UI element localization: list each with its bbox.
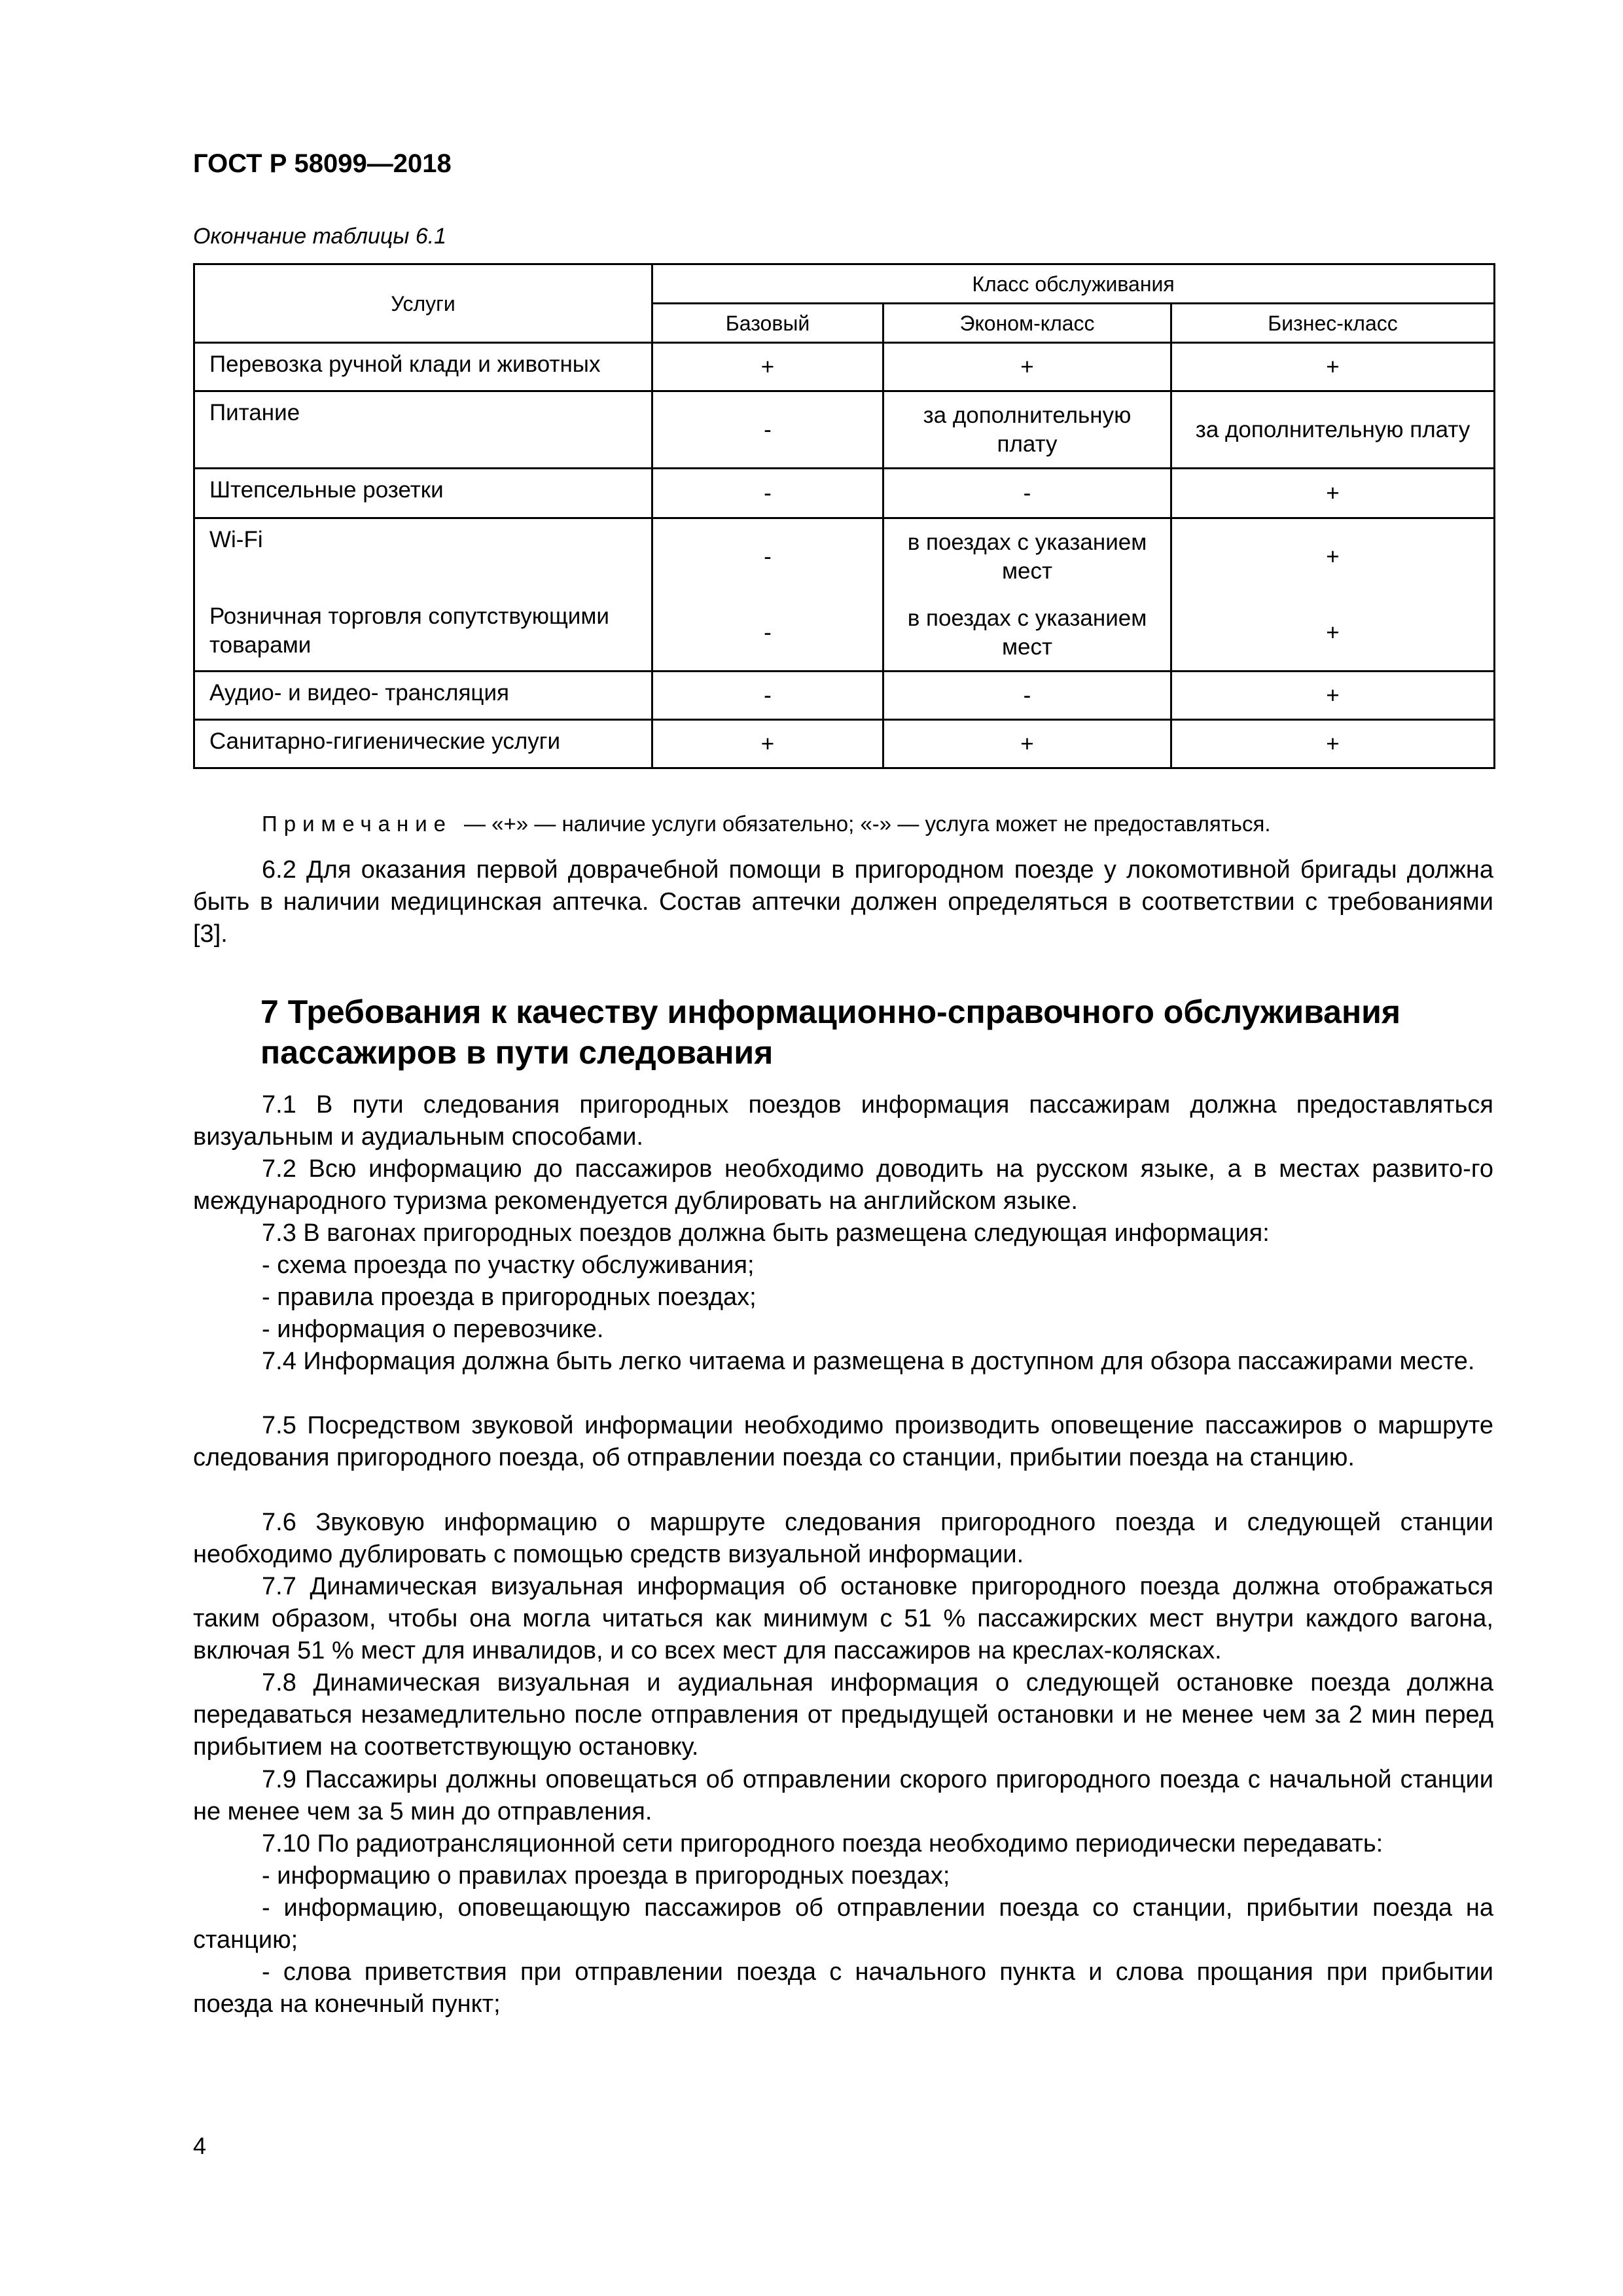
service-name: Штепсельные розетки — [194, 469, 652, 518]
table-note — [262, 812, 1271, 836]
value-economy: + — [883, 343, 1171, 391]
service-name: Санитарно-гигиенические услуги — [194, 720, 652, 768]
list-item: - информация о перевозчике. — [262, 1316, 604, 1343]
value-economy: за дополнительную плату — [883, 391, 1171, 469]
table-row — [194, 672, 1495, 720]
list-item: - правила проезда в пригородных поездах; — [262, 1283, 757, 1311]
table-row — [194, 518, 1495, 596]
table-row — [194, 391, 1495, 469]
header-services: Услуги — [194, 264, 652, 343]
service-name: Wi-Fi — [194, 518, 652, 596]
service-name: Перевозка ручной клади и животных — [194, 343, 652, 391]
value-basic: - — [652, 672, 883, 720]
service-name: Питание — [194, 391, 652, 469]
value-basic: - — [652, 596, 883, 672]
paragraph-7-6: 7.6 Звуковую информацию о маршруте следования пригородного поезда и следующей станции необходимо дублировать с помощью средств визуальной информации. — [193, 1509, 1493, 1568]
services-table — [193, 263, 1495, 769]
value-business: + — [1171, 469, 1495, 518]
paragraph-7-2: 7.2 Всю информацию до пассажиров необходимо доводить на русском языке, а в местах развито-го международного туризма рекомендуется дублировать на английском языке. — [193, 1155, 1493, 1215]
list-item: - слова приветствия при отправлении поезда с начального пункта и слова прощания при прибытии поезда на конечный пункт; — [193, 1958, 1493, 2018]
service-name: Розничная торговля сопутствующими товарами — [194, 596, 652, 672]
value-basic: - — [652, 518, 883, 596]
value-business: + — [1171, 518, 1495, 596]
service-name: Аудио- и видео- трансляция — [194, 672, 652, 720]
value-basic: - — [652, 391, 883, 469]
value-economy: - — [883, 672, 1171, 720]
value-economy: в поездах с указанием мест — [883, 518, 1171, 596]
value-economy: - — [883, 469, 1171, 518]
section-7-title: 7 Требования к качеству информационно-справочного обслуживания пассажиров в пути следования — [260, 994, 1401, 1071]
paragraph-7-8: 7.8 Динамическая визуальная и аудиальная информация о следующей остановке поезда должна передаваться незамедлительно после отправления от предыдущей остановки и не менее чем за 2 мин перед прибытием на соответствующую остановку. — [193, 1669, 1493, 1761]
document-id: ГОСТ Р 58099—2018 — [193, 149, 452, 178]
paragraph-7-9: 7.9 Пассажиры должны оповещаться об отправлении скорого пригородного поезда с начальной станции не менее чем за 5 мин до отправления. — [193, 1766, 1493, 1825]
header-class-economy: Эконом-класс — [883, 304, 1171, 343]
table-row — [194, 469, 1495, 518]
value-basic: + — [652, 720, 883, 768]
value-basic: - — [652, 469, 883, 518]
value-business: + — [1171, 343, 1495, 391]
value-business: + — [1171, 720, 1495, 768]
page-number: 4 — [193, 2132, 207, 2159]
note-text: — «+» — наличие услуги обязательно; «-» — услуга может не предоставляться. — [464, 812, 1271, 836]
note-label: Примечание — [262, 812, 453, 836]
header-class-basic: Базовый — [652, 304, 883, 343]
list-item: - информацию, оповещающую пассажиров об отправлении поезда со станции, прибытии поезда на станцию; — [193, 1894, 1493, 1954]
table-row — [194, 720, 1495, 768]
paragraph-7-1: 7.1 В пути следования пригородных поездов информация пассажирам должна предоставляться визуальным и аудиальным способами. — [193, 1091, 1493, 1151]
header-class-business: Бизнес-класс — [1171, 304, 1495, 343]
paragraph-7-10: 7.10 По радиотрансляционной сети пригородного поезда необходимо периодически передавать: — [262, 1830, 1383, 1857]
paragraph-7-3: 7.3 В вагонах пригородных поездов должна быть размещена следующая информация: — [262, 1219, 1270, 1247]
paragraph-7-5: 7.5 Посредством звуковой информации необходимо производить оповещение пассажиров о маршруте следования пригородного поезда, об отправлении поезда со станции, прибытии поезда на станцию. — [193, 1412, 1493, 1471]
header-service-class: Класс обслуживания — [652, 264, 1495, 304]
value-basic: + — [652, 343, 883, 391]
paragraph-7-4: 7.4 Информация должна быть легко читаема и размещена в доступном для обзора пассажирами месте. — [262, 1348, 1475, 1375]
value-business: + — [1171, 672, 1495, 720]
table-caption: Окончание таблицы 6.1 — [193, 224, 447, 249]
table-header-row — [194, 264, 1495, 304]
table-row — [194, 596, 1495, 672]
paragraph-7-7: 7.7 Динамическая визуальная информация об остановке пригородного поезда должна отображаться таким образом, чтобы она могла читаться как минимум с 51 % пассажирских мест внутри каждого вагона, включая 51 % мест для инвалидов, и со всех мест для пассажиров на креслах-колясках. — [193, 1573, 1493, 1664]
value-business: за дополнительную плату — [1171, 391, 1495, 469]
paragraph-6-2: 6.2 Для оказания первой доврачебной помощи в пригородном поезде у локомотивной бригады должна быть в наличии медицинская аптечка. Состав аптечки должен определяться в соответствии с требованиями [3]. — [193, 856, 1493, 948]
value-business: + — [1171, 596, 1495, 672]
list-item: - схема проезда по участку обслуживания; — [262, 1251, 755, 1279]
value-economy: в поездах с указанием мест — [883, 596, 1171, 672]
table-row — [194, 343, 1495, 391]
list-item: - информацию о правилах проезда в пригородных поездах; — [262, 1862, 950, 1890]
value-economy: + — [883, 720, 1171, 768]
